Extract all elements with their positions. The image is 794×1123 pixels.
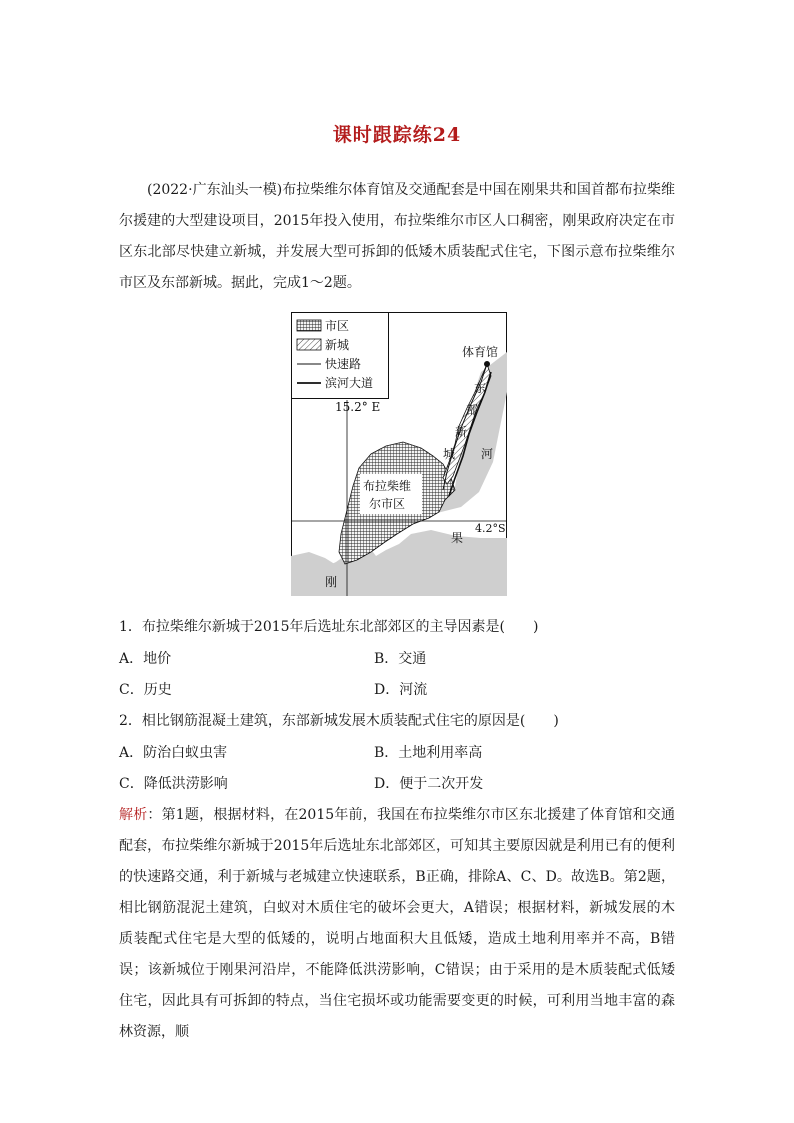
newcity-char-3: 新 [455,425,468,439]
legend-newcity-label: 新城 [325,338,350,352]
question-1-stem-text: 1．布拉柴维尔新城于2015年后选址东北部郊区的主导因素是( [119,619,505,635]
newcity-char-2: 部 [466,403,479,417]
question-1-close: ) [533,619,539,635]
legend-urban-swatch [297,320,321,331]
newcity-char-4: 城 [443,447,456,461]
legend-riverside-label: 滨河大道 [325,376,374,390]
question-1-stem [119,616,538,636]
analysis-paragraph [119,800,675,1048]
question-2-stem-text: 2．相比钢筋混凝土建筑，东部新城发展木质装配式住宅的原因是( [119,713,526,729]
question-2-stem [119,710,559,730]
map-figure [291,312,507,596]
newcity-char-1: 东 [474,381,487,395]
question-2-option-c: C．降低洪涝影响 [119,776,228,792]
intro-paragraph: (2022·广东汕头一模)布拉柴维尔体育馆及交通配套是中国在刚果共和国首都布拉柴维尔援建的大型建设项目，2015年投入使用，布拉柴维尔市区人口稠密，刚果政府决定在市区东北部尽快建立新城，并发展大型可拆卸的低矮木质装配式住宅，下图示意布拉柴维尔市区及东部新城。据此，完成1～2题。 [119,182,675,291]
question-2-close: ) [553,713,559,729]
question-1-option-d: D．河流 [374,682,428,698]
analysis-label: 解析 [119,807,148,823]
question-1-option-a: A．地价 [119,651,172,667]
page-title: 课时跟踪练24 [332,124,462,146]
river-char-gang: 刚 [325,575,338,589]
question-2-option-a: A．防治白蚁虫害 [119,745,228,761]
river-char-guo: 果 [451,531,464,545]
legend-newcity-swatch [297,339,321,350]
analysis-text: ：第1题，根据材料，在2015年前，我国在布拉柴维尔市区东北援建了体育馆和交通配套，布拉柴维尔新城于2015年后选址东北部郊区，可知其主要原因就是利用已有的便利的快速路交通，利于新城与老城建立快速联系，B正确，排除A、C、D。故选B。第2题，相比钢筋混泥土建筑，白蚁对木质住宅的破坏会更大，A错误；根据材料，新城发展的木质装配式住宅是大型的低矮的，说明占地面积大且低矮，造成土地利用率并不高，B错误；该新城位于刚果河沿岸，不能降低洪涝影响，C错误；由于采用的是木质装配式低矮住宅，因此具有可拆卸的特点，当住宅损坏或功能需要变更的时候，可利用当地丰富的森林资源，顺 [119,807,675,1040]
city-label-line2: 尔市区 [369,497,406,511]
legend-urban-label: 市区 [325,319,350,333]
question-1-option-b: B．交通 [374,651,427,667]
river-char-he: 河 [481,447,494,461]
city-label-line1: 布拉柴维 [363,479,412,493]
question-2-option-d: D．便于二次开发 [374,776,484,792]
question-2-option-b: B．土地利用率高 [374,745,483,761]
longitude-label: 15.2° E [335,400,381,414]
question-1-option-c: C．历史 [119,682,172,698]
latitude-label: 4.2°S [475,522,506,535]
stadium-marker [484,361,490,367]
stadium-label: 体育馆 [462,345,499,359]
legend-expressway-label: 快速路 [325,357,362,371]
